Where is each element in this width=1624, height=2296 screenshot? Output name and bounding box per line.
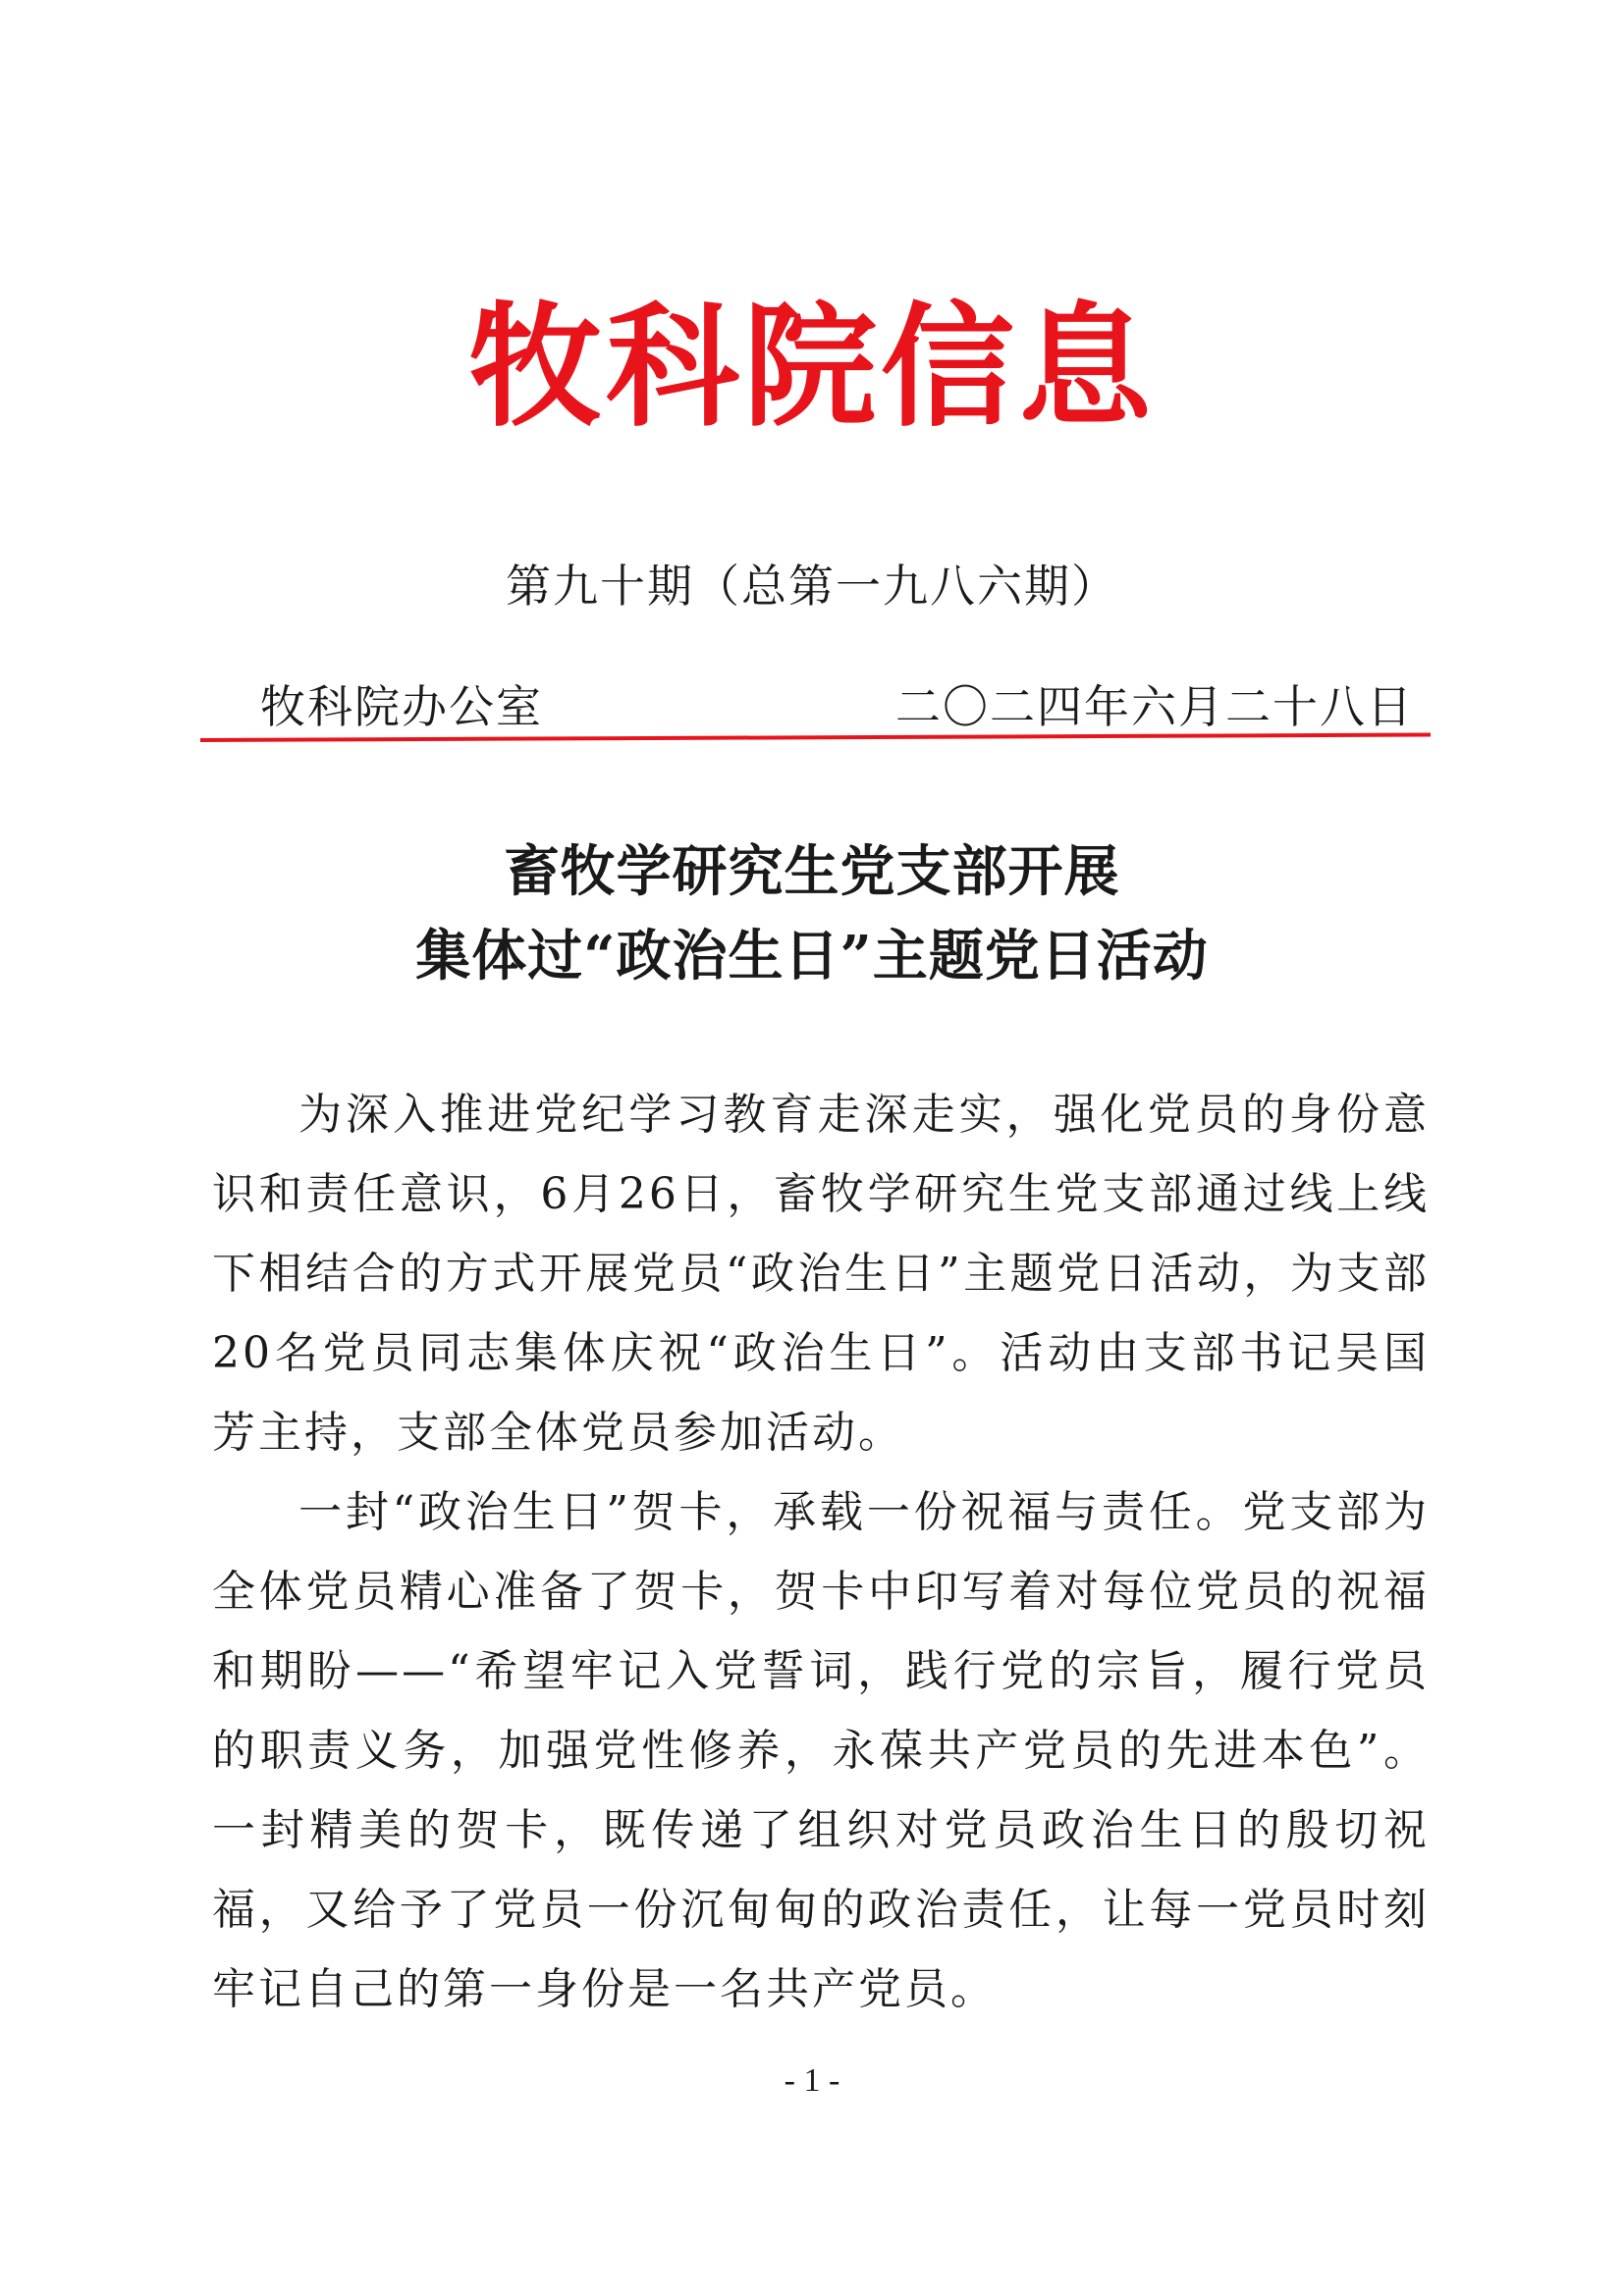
article-title-line-2: 集体过“政治生日”主题党日活动 [415, 924, 1209, 988]
masthead-title: 牧科院信息 [468, 291, 1156, 446]
issue-number: 第九十期（总第一九八六期） [506, 560, 1118, 613]
issuing-office: 牧科院办公室 [260, 680, 543, 733]
issue-date: 二〇二四年六月二十八日 [895, 680, 1414, 733]
article-title [0, 829, 1624, 998]
page-number: - 1 - [784, 2062, 840, 2099]
article-body [212, 1075, 1430, 2029]
article-title-line-1: 畜牧学研究生党支部开展 [504, 839, 1120, 904]
paragraph-2: 一封“政治生日”贺卡，承载一份祝福与责任。党支部为全体党员精心准备了贺卡，贺卡中印写着对每位党员的祝福和期盼——“希望牢记入党誓词，践行党的宗旨，履行党员的职责义务，加强党性修养，永葆共产党员的先进本色”。一封精美的贺卡，既传递了组织对党员政治生日的殷切祝福，又给予了党员一份沉甸甸的政治责任，让每一党员时刻牢记自己的第一身份是一名共产党员。 [212, 1487, 1430, 2014]
header-row [260, 675, 1414, 738]
paragraph-1: 为深入推进党纪学习教育走深走实，强化党员的身份意识和责任意识，6月26日，畜牧学研究生党支部通过线上线下相结合的方式开展党员“政治生日”主题党日活动，为支部20名党员同志集体庆祝“政治生日”。活动由支部书记吴国芳主持，支部全体党员参加活动。 [212, 1090, 1430, 1458]
